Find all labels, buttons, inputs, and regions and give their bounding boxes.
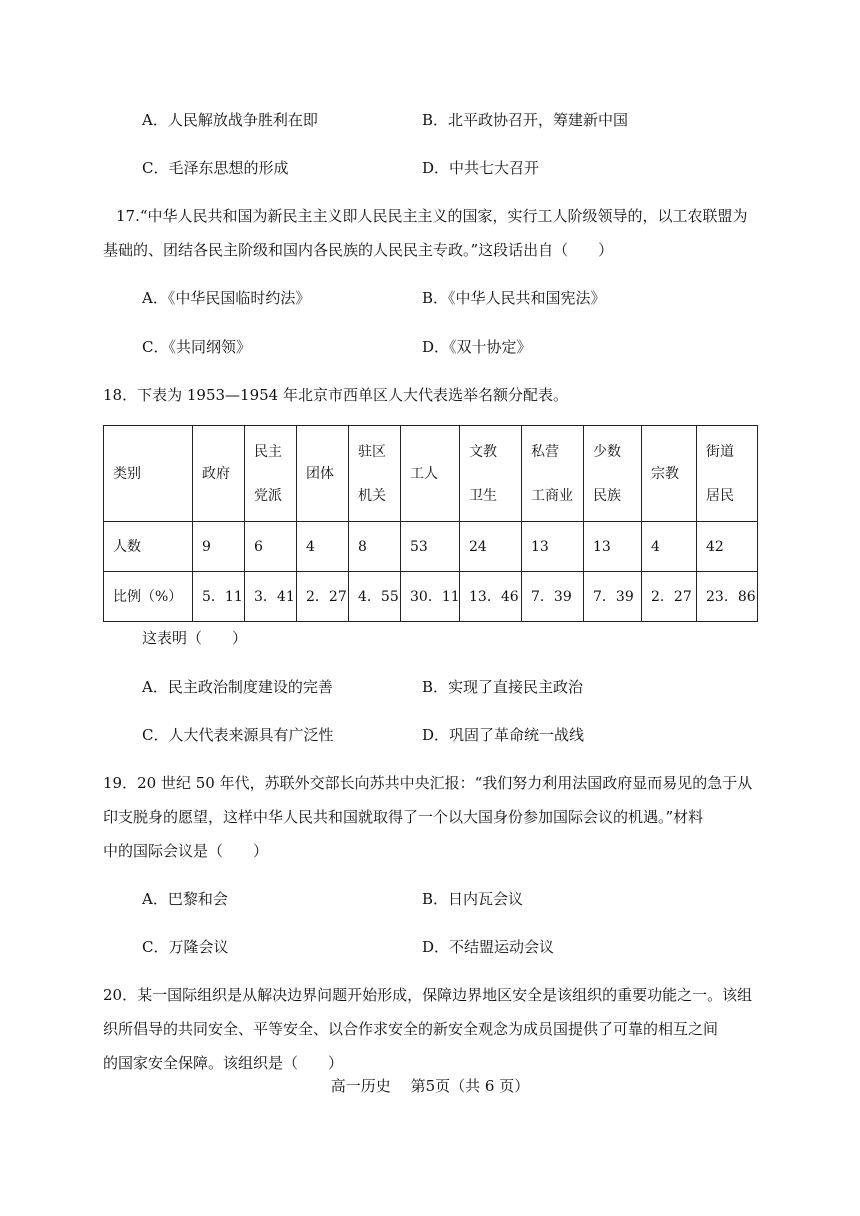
option-text: 人民解放战争胜利在即 <box>167 111 318 129</box>
option-text: 实现了直接民主政治 <box>448 678 584 696</box>
table-row-counts <box>104 522 758 572</box>
table-cell: 6 <box>245 522 297 572</box>
q18-option-d <box>422 725 584 745</box>
table-cell: 比例（%） <box>104 572 193 622</box>
q17-option-b <box>422 288 606 308</box>
option-letter: C． <box>142 726 169 744</box>
table-cell: 7．39 <box>522 572 584 622</box>
q17-stem-line-1: 17.“中华人民共和国为新民主主义即人民民主主义的国家，实行工人阶级领导的，以工农联盟为 <box>116 207 748 225</box>
header-cell: 民主 党派 <box>245 426 297 522</box>
option-text: 人大代表来源具有广泛性 <box>168 726 334 744</box>
header-cell: 文教 卫生 <box>460 426 522 522</box>
option-text: 万隆会议 <box>168 938 229 956</box>
option-text: 中共七大召开 <box>449 159 540 177</box>
table-cell: 53 <box>401 522 460 572</box>
table-cell: 3．41 <box>245 572 297 622</box>
header-cell: 宗教 <box>642 426 697 522</box>
header-cell: 类别 <box>104 426 193 522</box>
table-cell: 人数 <box>104 522 193 572</box>
option-letter: A． <box>142 678 168 696</box>
q17-option-d <box>422 337 532 357</box>
q18-option-c <box>142 725 334 745</box>
q18-question: 这表明（ ） <box>142 629 248 647</box>
header-cell: 工人 <box>401 426 460 522</box>
q17-stem-line-2: 基础的、团结各民主阶级和国内各民族的人民民主专政。”这段话出自（ ） <box>103 241 614 259</box>
option-text: 《双十协定》 <box>449 338 532 356</box>
header-cell: 街道 居民 <box>697 426 758 522</box>
option-text: 毛泽东思想的形成 <box>168 159 289 177</box>
table-cell: 4 <box>297 522 349 572</box>
option-text: 日内瓦会议 <box>448 890 524 908</box>
header-cell: 政府 <box>193 426 245 522</box>
option-text: 民主政治制度建设的完善 <box>167 678 333 696</box>
option-text: 巴黎和会 <box>167 890 228 908</box>
table-cell: 9 <box>193 522 245 572</box>
option-letter: A． <box>142 890 168 908</box>
option-letter: D． <box>422 938 450 956</box>
q16-option-c <box>142 158 289 178</box>
option-letter: B． <box>422 111 449 129</box>
table-header-row <box>104 426 758 522</box>
option-letter: B． <box>422 678 449 696</box>
option-text: 《中华人民共和国宪法》 <box>448 289 606 307</box>
q20-stem-line-2: 织所倡导的共同安全、平等安全、以合作求安全的新安全观念为成员国提供了可靠的相互之间 <box>103 1020 719 1038</box>
option-text: 《共同纲领》 <box>168 338 251 356</box>
q16-option-d <box>422 158 539 178</box>
option-letter: D． <box>422 338 450 356</box>
header-cell: 团体 <box>297 426 349 522</box>
option-letter: D． <box>422 726 450 744</box>
table-cell: 5．11 <box>193 572 245 622</box>
option-letter: A． <box>142 111 168 129</box>
q18-option-a <box>142 677 333 697</box>
q17-option-a <box>142 288 310 308</box>
option-letter: C． <box>142 159 169 177</box>
table-cell: 23．86 <box>697 572 758 622</box>
q19-option-d <box>422 937 554 957</box>
page-footer: 高一历史 第5页（共 6 页） <box>330 1077 530 1095</box>
representatives-table <box>103 425 758 622</box>
q19-option-b <box>422 889 523 909</box>
q16-option-a <box>142 110 318 130</box>
table-row-ratios <box>104 572 758 622</box>
table-cell: 30．11 <box>401 572 460 622</box>
q18-stem: 18．下表为 1953—1954 年北京市西单区人大代表选举名额分配表。 <box>103 386 568 404</box>
header-cell: 驻区 机关 <box>349 426 401 522</box>
option-text: 《中华民国临时约法》 <box>167 289 311 307</box>
option-letter: B． <box>422 289 449 307</box>
q17-option-c <box>142 337 251 357</box>
table-cell: 24 <box>460 522 522 572</box>
option-text: 不结盟运动会议 <box>449 938 555 956</box>
option-letter: A． <box>142 289 168 307</box>
option-letter: B． <box>422 890 449 908</box>
option-letter: C． <box>142 338 169 356</box>
table-cell: 4 <box>642 522 697 572</box>
header-cell: 私营 工商业 <box>522 426 584 522</box>
q19-option-c <box>142 937 229 957</box>
table-cell: 7．39 <box>584 572 642 622</box>
table-cell: 42 <box>697 522 758 572</box>
q20-stem-line-3: 的国家安全保障。该组织是（ ） <box>103 1054 344 1072</box>
q19-stem-line-2: 印支脱身的愿望，这样中华人民共和国就取得了一个以大国身份参加国际会议的机遇。”材料 <box>103 808 704 826</box>
option-text: 巩固了革命统一战线 <box>449 726 585 744</box>
option-text: 北平政协召开，筹建新中国 <box>448 111 629 129</box>
q19-stem-line-1: 19．20 世纪 50 年代，苏联外交部长向苏共中央汇报：“我们努力利用法国政府显而易见的急于从 <box>103 774 753 792</box>
table-cell: 2．27 <box>297 572 349 622</box>
table-cell: 4．55 <box>349 572 401 622</box>
option-letter: D． <box>422 159 450 177</box>
q19-stem-line-3: 中的国际会议是（ ） <box>103 842 269 860</box>
q18-option-b <box>422 677 583 697</box>
q16-option-b <box>422 110 628 130</box>
table-cell: 8 <box>349 522 401 572</box>
table-cell: 13 <box>584 522 642 572</box>
header-cell: 少数 民族 <box>584 426 642 522</box>
q20-stem-line-1: 20．某一国际组织是从解决边界问题开始形成，保障边界地区安全是该组织的重要功能之一。该组 <box>103 986 753 1004</box>
table-cell: 2．27 <box>642 572 697 622</box>
option-letter: C． <box>142 938 169 956</box>
table-cell: 13．46 <box>460 572 522 622</box>
q19-option-a <box>142 889 228 909</box>
table-cell: 13 <box>522 522 584 572</box>
